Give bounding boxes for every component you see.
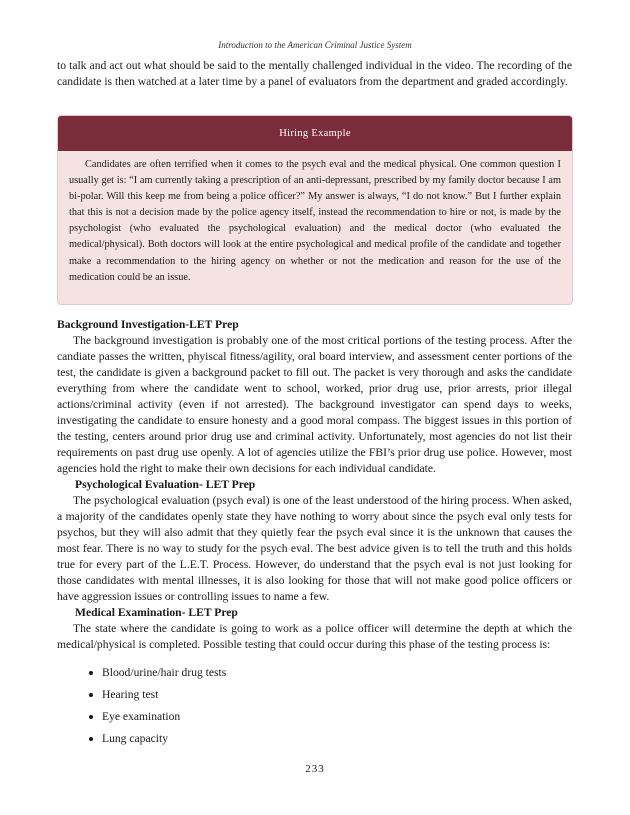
psychological-evaluation-heading: Psychological Evaluation- LET Prep (75, 478, 256, 491)
intro-paragraph: to talk and act out what should be said to the mentally challenged individual in the video. The recording of the candidate is then watched at a later time by a panel of evaluators from the department and graded accordingly. (57, 59, 572, 88)
bullet-icon (89, 715, 93, 719)
background-investigation-heading: Background Investigation-LET Prep (57, 318, 239, 331)
psychological-evaluation-paragraph: The psychological evaluation (psych eval) is one of the least understood of the hiring process. When asked, a majority of the candidates openly state they have nothing to worry about since the psych eval only tests for psychos, but they will also admit that they quietly fear the psych eval since it is the unknown that causes the most fear. There is no way to study for the psych eval. The best advice given is to tell the truth and this holds true for every part of the L.E.T. Process. However, do understand that the psych eval is not just looking for those candidates with mental illnesses, it is also looking for those that will not make good police officers or have aggression issues or controlling issues to name a few. (57, 494, 572, 603)
background-investigation-paragraph: The background investigation is probably one of the most critical portions of the testing process. After the candiate passes the written, phyiscal fitness/agility, oral board interview, and assessment center portions of the test, the candidate is given a background packet to fill out. The packet is very thorough and asks the candidate everything from where the candidate went to school, worked, prior drug use, prior arrests, prior illegal actions/criminal activity (even if not arrested). The background investigator can spend days to weeks, investigating the candidate to ensure honesty and a good moral compass. The biggest issues in this portion of the testing, centers around prior drug use and criminal activity. Unfortunately, most agencies do not list their requirements on past drug use openly. A lot of agencies utilize the FBI’s prior drug use police. However, most agencies hold the right to make their own decisions for each individual candidate. (57, 334, 572, 475)
callout-text: Candidates are often terrified when it comes to the psych eval and the medical physical. One common question I usually get is: “I am currently taking a prescription of an anti-depressant, prescribed by my family doctor because I am bi-polar. Will this keep me from being a police officer?” My answer is always, “I do not know.” But I further explain that this is not a decision made by the police agency itself, instead the recommendation to hire or not, is made by the psychologist (who evaluated the psychological evaluation) and the medical doctor (who evaluated the medical/physical). Both doctors will look at the entire psychological and medical profile of the candidate and together make a recommendation to the hiring agency on whether or not the medication and reason for the use of the medication could be an issue. (69, 159, 561, 283)
bullet-icon (89, 693, 93, 697)
running-header: Introduction to the American Criminal Justice System (218, 40, 412, 50)
bullet-icon (89, 737, 93, 741)
callout-title: Hiring Example (58, 116, 572, 151)
medical-examination-paragraph: The state where the candidate is going to work as a police officer will determine the depth at which the medical/physical is completed. Possible testing that could occur during this phase of the testing process is: (57, 622, 572, 651)
medical-tests-list (89, 662, 226, 750)
hiring-example-callout (57, 115, 573, 305)
page-number: 233 (305, 763, 325, 775)
bullet-icon (89, 671, 93, 675)
list-item: Hearing test (89, 684, 226, 706)
list-item: Lung capacity (89, 728, 226, 750)
list-item: Blood/urine/hair drug tests (89, 662, 226, 684)
list-item: Eye examination (89, 706, 226, 728)
medical-examination-heading: Medical Examination- LET Prep (75, 606, 238, 619)
